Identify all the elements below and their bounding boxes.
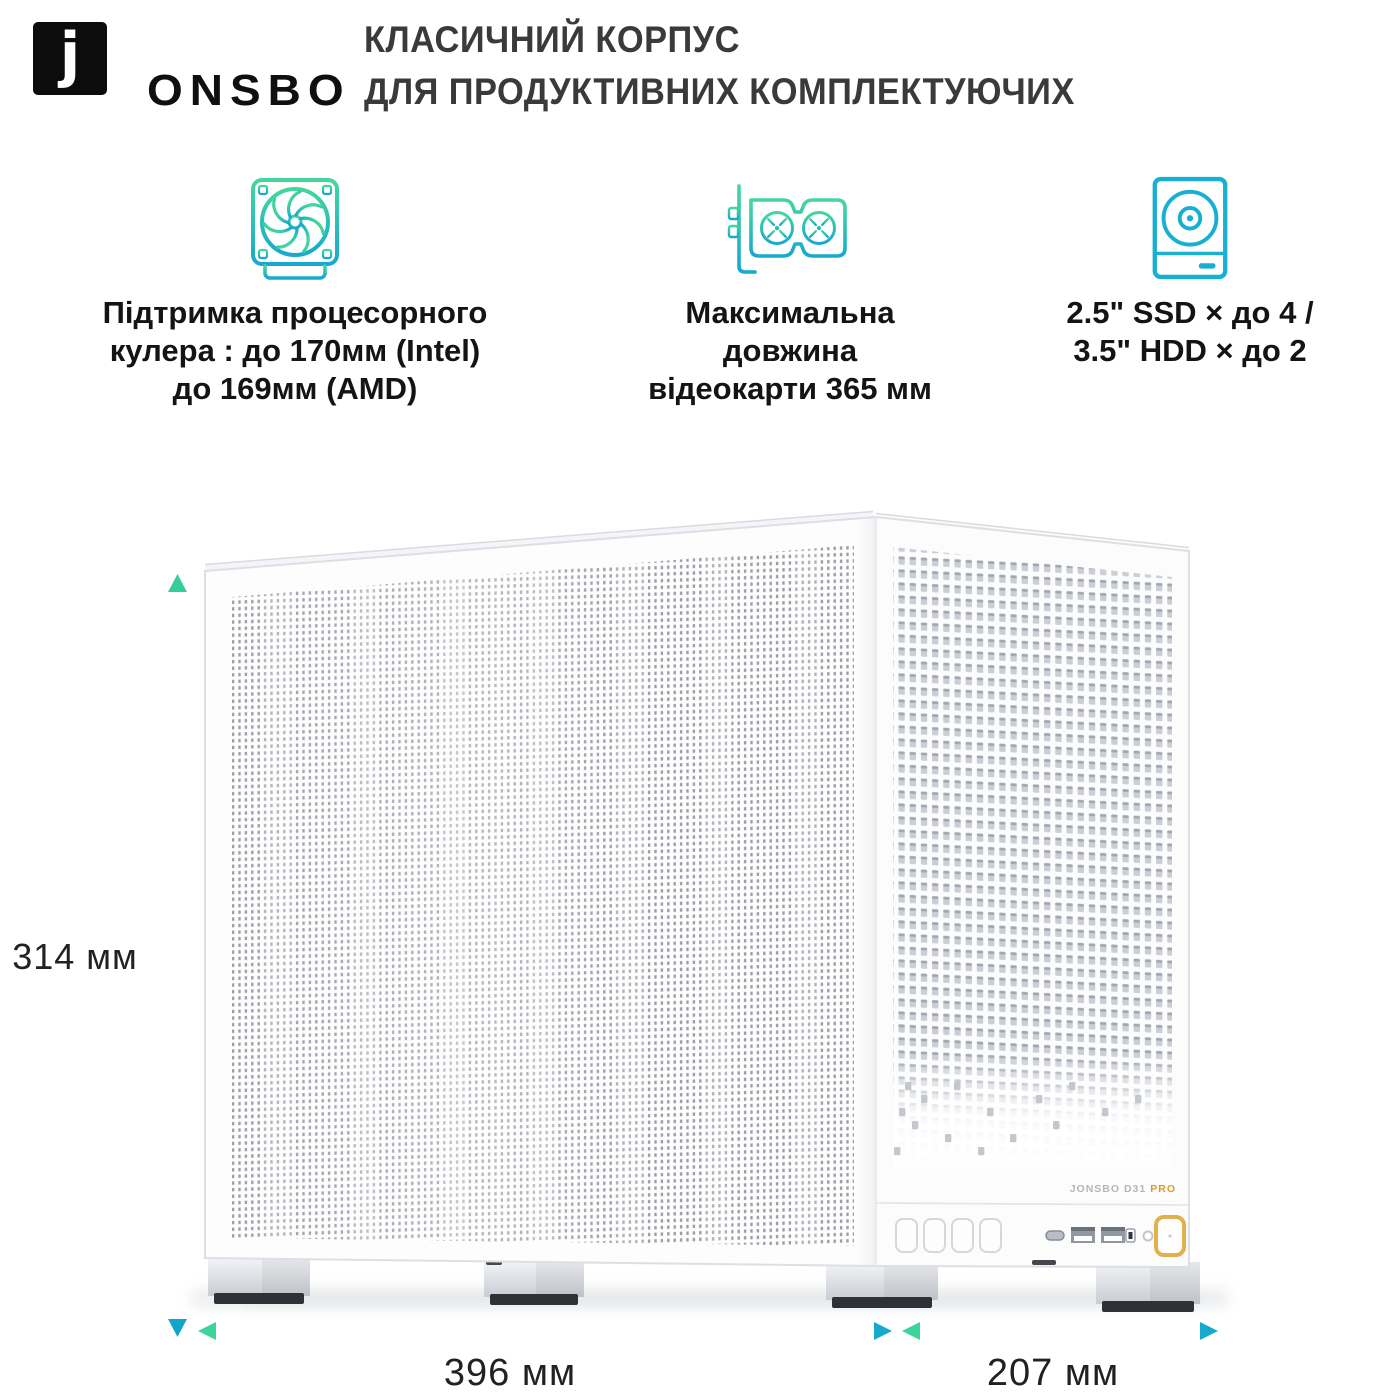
case-illustration bbox=[0, 480, 1400, 1380]
feature-cpu-cooler bbox=[15, 170, 575, 408]
case-foot bbox=[826, 1262, 938, 1308]
dimension-depth-arrow bbox=[902, 1322, 1218, 1340]
feature-storage bbox=[985, 170, 1395, 370]
case-front-panel bbox=[876, 517, 1189, 1267]
hdd-icon bbox=[985, 170, 1395, 286]
audio-jack bbox=[1144, 1232, 1153, 1241]
feature-text-line: довжина bbox=[722, 333, 858, 368]
feature-text-line: Максимальна bbox=[685, 295, 895, 330]
case-foot bbox=[484, 1261, 584, 1305]
power-button bbox=[1156, 1217, 1184, 1255]
gpu-icon bbox=[575, 170, 1005, 286]
case-model-suffix: PRO bbox=[1150, 1183, 1176, 1195]
case-side-panel bbox=[205, 517, 876, 1266]
logo-wordmark: ONSBO bbox=[147, 64, 351, 115]
feature-text-line: 2.5" SSD × до 4 / bbox=[1066, 295, 1314, 330]
dimension-depth-label: 207 мм bbox=[986, 1352, 1120, 1394]
dimension-height-label: 314 мм bbox=[12, 936, 138, 977]
reset-button bbox=[1126, 1229, 1135, 1242]
feature-text-line: 3.5" HDD × до 2 bbox=[1073, 333, 1307, 368]
usb-c-port bbox=[1046, 1231, 1064, 1240]
usb-a-port bbox=[1101, 1227, 1125, 1243]
logo-mark-square bbox=[33, 19, 107, 95]
case-model-label bbox=[900, 1183, 1176, 1195]
feature-text-line: кулера : до 170мм (Intel) bbox=[109, 333, 481, 368]
usb-a-port bbox=[1071, 1227, 1095, 1243]
case-ground-shadow bbox=[190, 1288, 1230, 1308]
feature-text-line: до 169мм (AMD) bbox=[172, 371, 418, 406]
feature-text-line: Підтримка процесорного bbox=[102, 295, 488, 330]
cpu-cooler-fan-icon bbox=[15, 170, 575, 286]
case-model-name: JONSBO D31 bbox=[1069, 1183, 1147, 1195]
page-title bbox=[364, 14, 1075, 118]
dimension-width-label: 396 мм bbox=[443, 1352, 577, 1394]
feature-text-line: відеокарти 365 мм bbox=[648, 371, 932, 406]
feature-gpu-length bbox=[575, 170, 1005, 408]
case-foot bbox=[208, 1258, 310, 1304]
brand-logo bbox=[33, 19, 363, 115]
logo-j-glyph: j bbox=[59, 19, 81, 90]
dimension-height-arrow bbox=[168, 574, 187, 1337]
dimension-width-arrow bbox=[198, 1322, 892, 1340]
page-title-line1: КЛАСИЧНИЙ КОРПУС bbox=[364, 19, 740, 60]
page-title-line2: ДЛЯ ПРОДУКТИВНИХ КОМПЛЕКТУЮЧИХ bbox=[364, 71, 1075, 112]
case-foot bbox=[1096, 1262, 1200, 1312]
